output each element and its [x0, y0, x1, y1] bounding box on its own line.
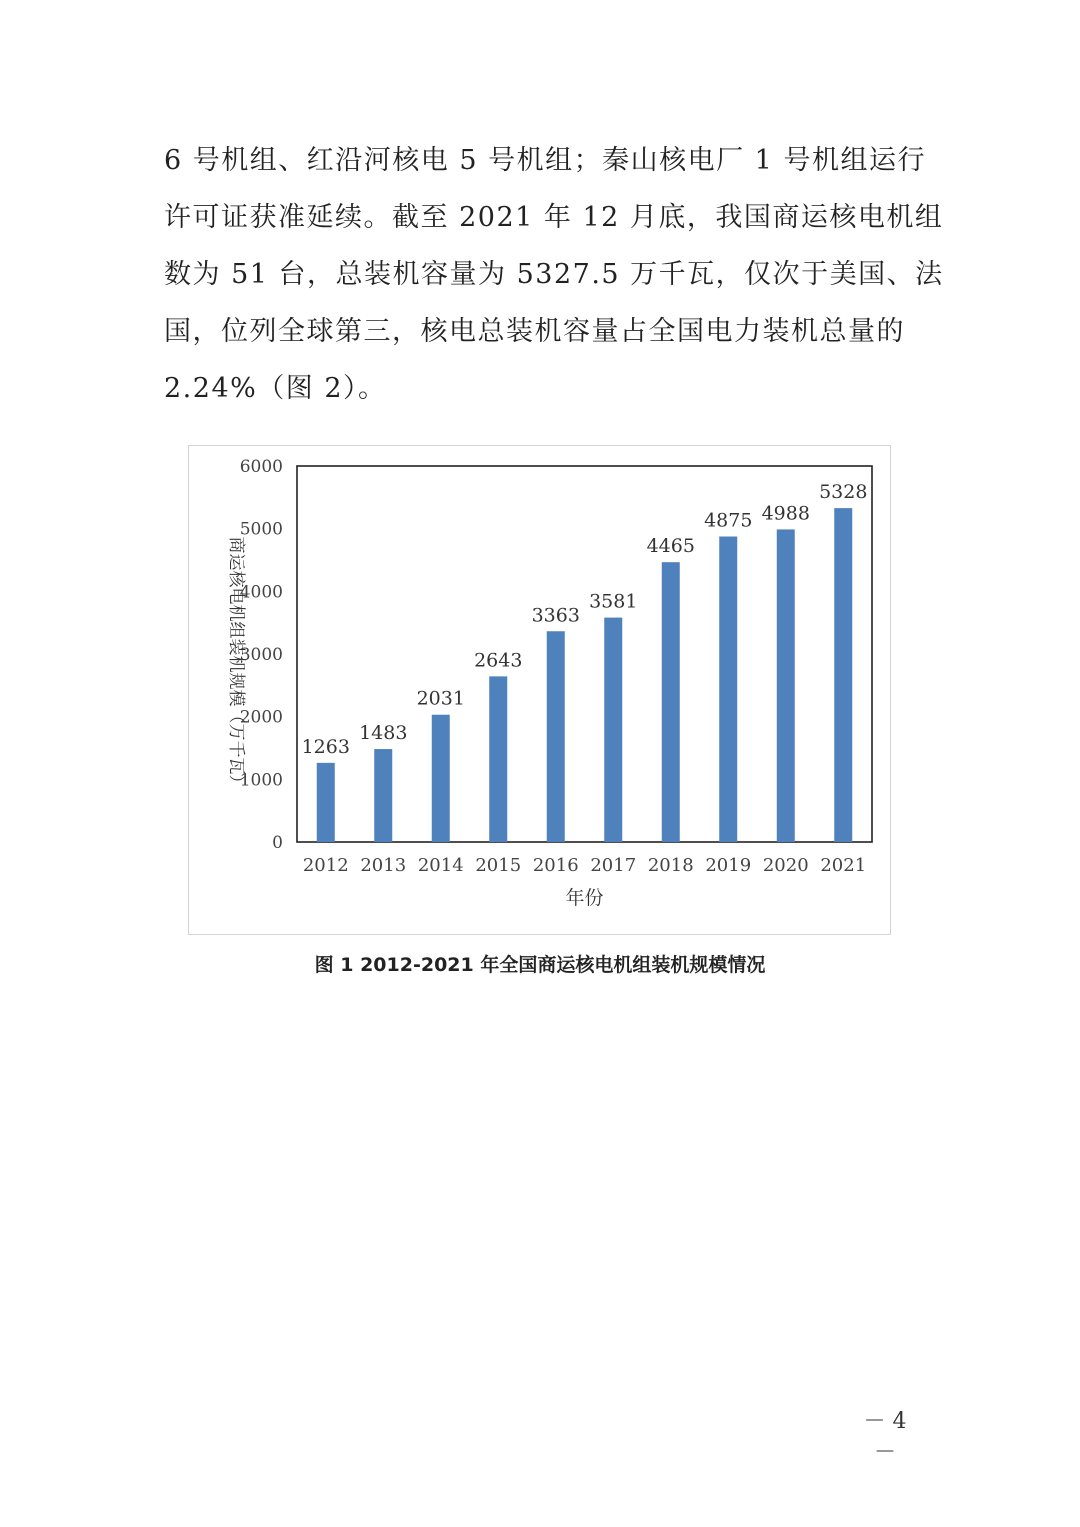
y-tick-label: 0 — [272, 833, 283, 853]
figure-caption: 图 1 2012-2021 年全国商运核电机组装机规模情况 — [314, 954, 766, 976]
bar — [374, 749, 392, 842]
paragraph-line: 数为 51 台，总装机容量为 5327.5 万千瓦，仅次于美国、法 — [164, 259, 944, 290]
bar — [777, 529, 795, 842]
bar — [719, 537, 737, 843]
paragraph-line: 2.24%（图 2）。 — [164, 373, 387, 404]
y-axis-title: 商运核电机组装机规模（万千瓦） — [226, 536, 246, 792]
data-label: 5328 — [819, 481, 868, 504]
data-label: 4988 — [761, 502, 810, 525]
x-tick-label: 2016 — [532, 855, 579, 876]
x-tick-label: 2018 — [647, 855, 694, 876]
data-label: 4875 — [704, 509, 753, 532]
y-tick-label: 1000 — [239, 770, 283, 791]
data-label: 1263 — [301, 735, 350, 758]
chart-frame — [188, 445, 891, 935]
bar — [834, 508, 852, 842]
data-label: 2643 — [474, 649, 523, 672]
bar-chart — [189, 446, 892, 936]
paragraph-line: 国，位列全球第三，核电总装机容量占全国电力装机总量的 — [164, 316, 905, 347]
x-tick-label: 2014 — [417, 855, 464, 876]
x-tick-label: 2020 — [762, 855, 809, 876]
data-label: 3581 — [589, 590, 638, 613]
bar — [547, 631, 565, 842]
bar — [604, 618, 622, 842]
y-tick-label: 5000 — [239, 519, 283, 540]
x-tick-label: 2017 — [590, 855, 637, 876]
data-label: 1483 — [359, 722, 408, 745]
y-tick-label: 2000 — [239, 707, 283, 728]
x-tick-label: 2021 — [820, 855, 867, 876]
y-tick-label: 6000 — [239, 457, 283, 477]
bar — [662, 562, 680, 842]
page-number: － 4 － — [863, 1409, 907, 1465]
data-label: 4465 — [646, 535, 695, 558]
y-tick-label: 3000 — [239, 645, 283, 665]
x-axis-title: 年份 — [565, 887, 604, 909]
y-tick-label: 4000 — [239, 582, 283, 603]
bar — [489, 676, 507, 842]
bar — [432, 715, 450, 842]
x-tick-label: 2015 — [475, 855, 522, 876]
data-label: 2031 — [416, 687, 465, 710]
x-tick-label: 2013 — [360, 855, 407, 876]
body-paragraph — [164, 132, 944, 417]
paragraph-line: 许可证获准延续。截至 2021 年 12 月底，我国商运核电机组 — [164, 202, 944, 233]
bar — [317, 763, 335, 842]
paragraph-line: 6 号机组、红沿河核电 5 号机组；秦山核电厂 1 号机组运行 — [164, 145, 926, 176]
data-label: 3363 — [531, 604, 580, 627]
x-tick-label: 2012 — [302, 855, 349, 876]
x-tick-label: 2019 — [705, 855, 752, 876]
